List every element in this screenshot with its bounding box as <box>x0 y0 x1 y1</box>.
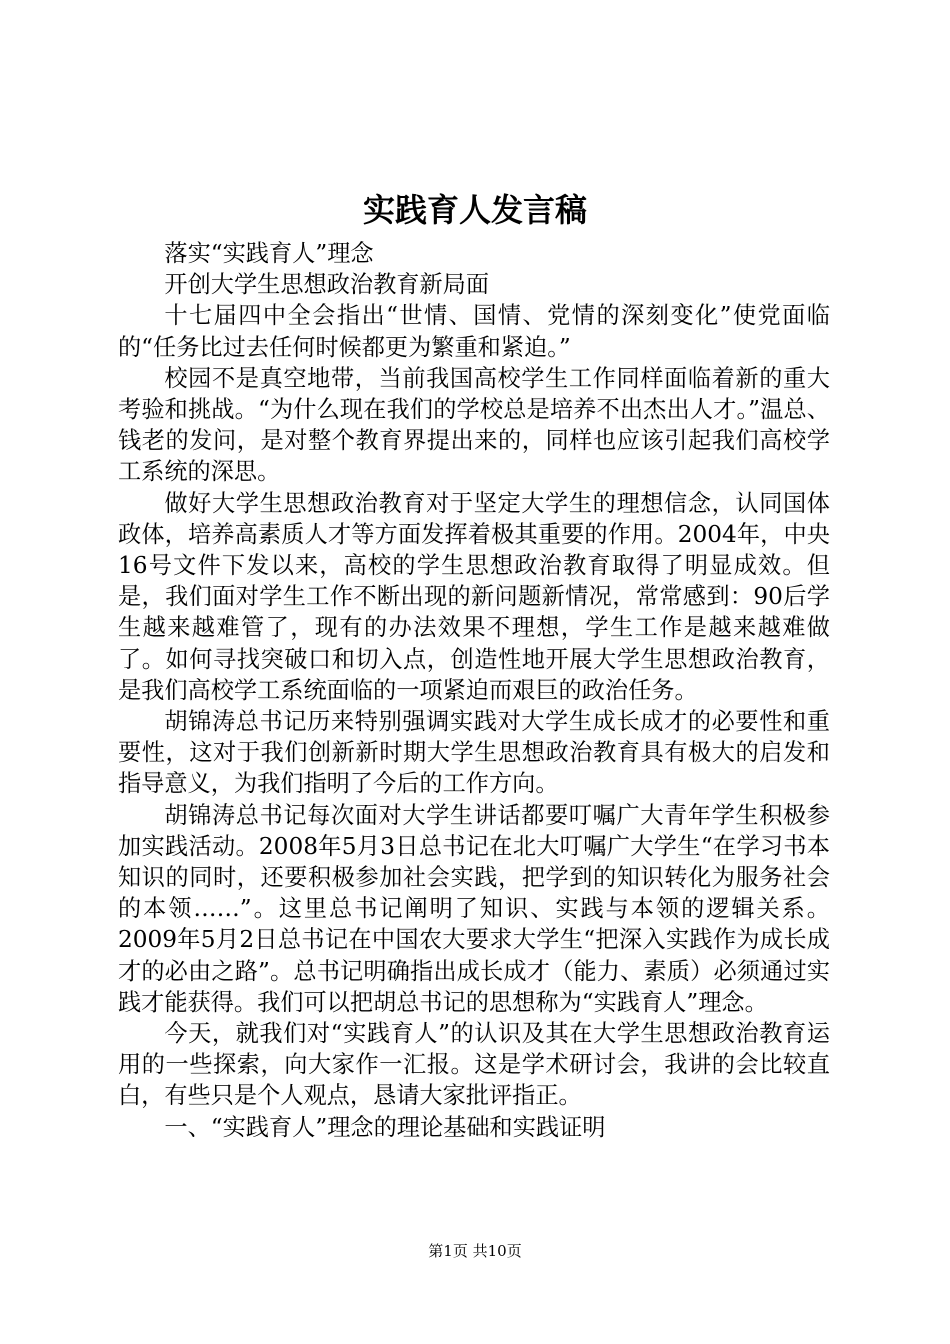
paragraph: 今天，就我们对“实践育人”的认识及其在大学生思想政治教育运用的一些探索，向大家作一汇报。这是学术研讨会，我讲的会比较直白，有些只是个人观点，恳请大家批评指正。 <box>118 1020 830 1110</box>
document-body <box>118 238 830 1143</box>
paragraph-subtitle-1: 落实“实践育人”理念 <box>164 240 374 267</box>
paragraph: 胡锦涛总书记每次面对大学生讲话都要叮嘱广大青年学生积极参加实践活动。2008年5月3日总书记在北大叮嘱广大学生“在学习书本知识的同时，还要积极参加社会实践，把学到的知识转化为服务社会的本领……”。这里总书记阐明了知识、实践与本领的逻辑关系。2009年5月2日总书记在中国农大要求大学生“把深入实践作为成长成才的必由之路”。总书记明确指出成长成才（能力、素质）必须通过实践才能获得。我们可以把胡总书记的思想称为“实践育人”理念。 <box>118 801 830 1016</box>
document-title: 实践育人发言稿 <box>362 191 587 229</box>
paragraph: 做好大学生思想政治教育对于坚定大学生的理想信念，认同国体政体，培养高素质人才等方面发挥着极其重要的作用。2004年，中央16号文件下发以来，高校的学生思想政治教育取得了明显成效。但是，我们面对学生工作不断出现的新问题新情况，常常感到：90后学生越来越难管了，现有的办法效果不理想，学生工作是越来越难做了。如何寻找突破口和切入点，创造性地开展大学生思想政治教育，是我们高校学工系统面临的一项紧迫而艰巨的政治任务。 <box>118 489 830 704</box>
paragraph: 十七届四中全会指出“世情、国情、党情的深刻变化”使党面临的“任务比过去任何时候都更为繁重和紧迫。” <box>118 302 830 361</box>
paragraph: 校园不是真空地带，当前我国高校学生工作同样面临着新的重大考验和挑战。“为什么现在我们的学校总是培养不出杰出人才。”温总、钱老的发问，是对整个教育界提出来的，同样也应该引起我们高校学工系统的深思。 <box>118 364 830 486</box>
paragraph: 胡锦涛总书记历来特别强调实践对大学生成长成才的必要性和重要性，这对于我们创新新时期大学生思想政治教育具有极大的启发和指导意义，为我们指明了今后的工作方向。 <box>118 708 830 798</box>
section-heading: 一、“实践育人”理念的理论基础和实践证明 <box>164 1113 606 1141</box>
page-number-footer: 第1页 共10页 <box>428 1242 522 1260</box>
paragraph-subtitle-2: 开创大学生思想政治教育新局面 <box>164 271 490 299</box>
